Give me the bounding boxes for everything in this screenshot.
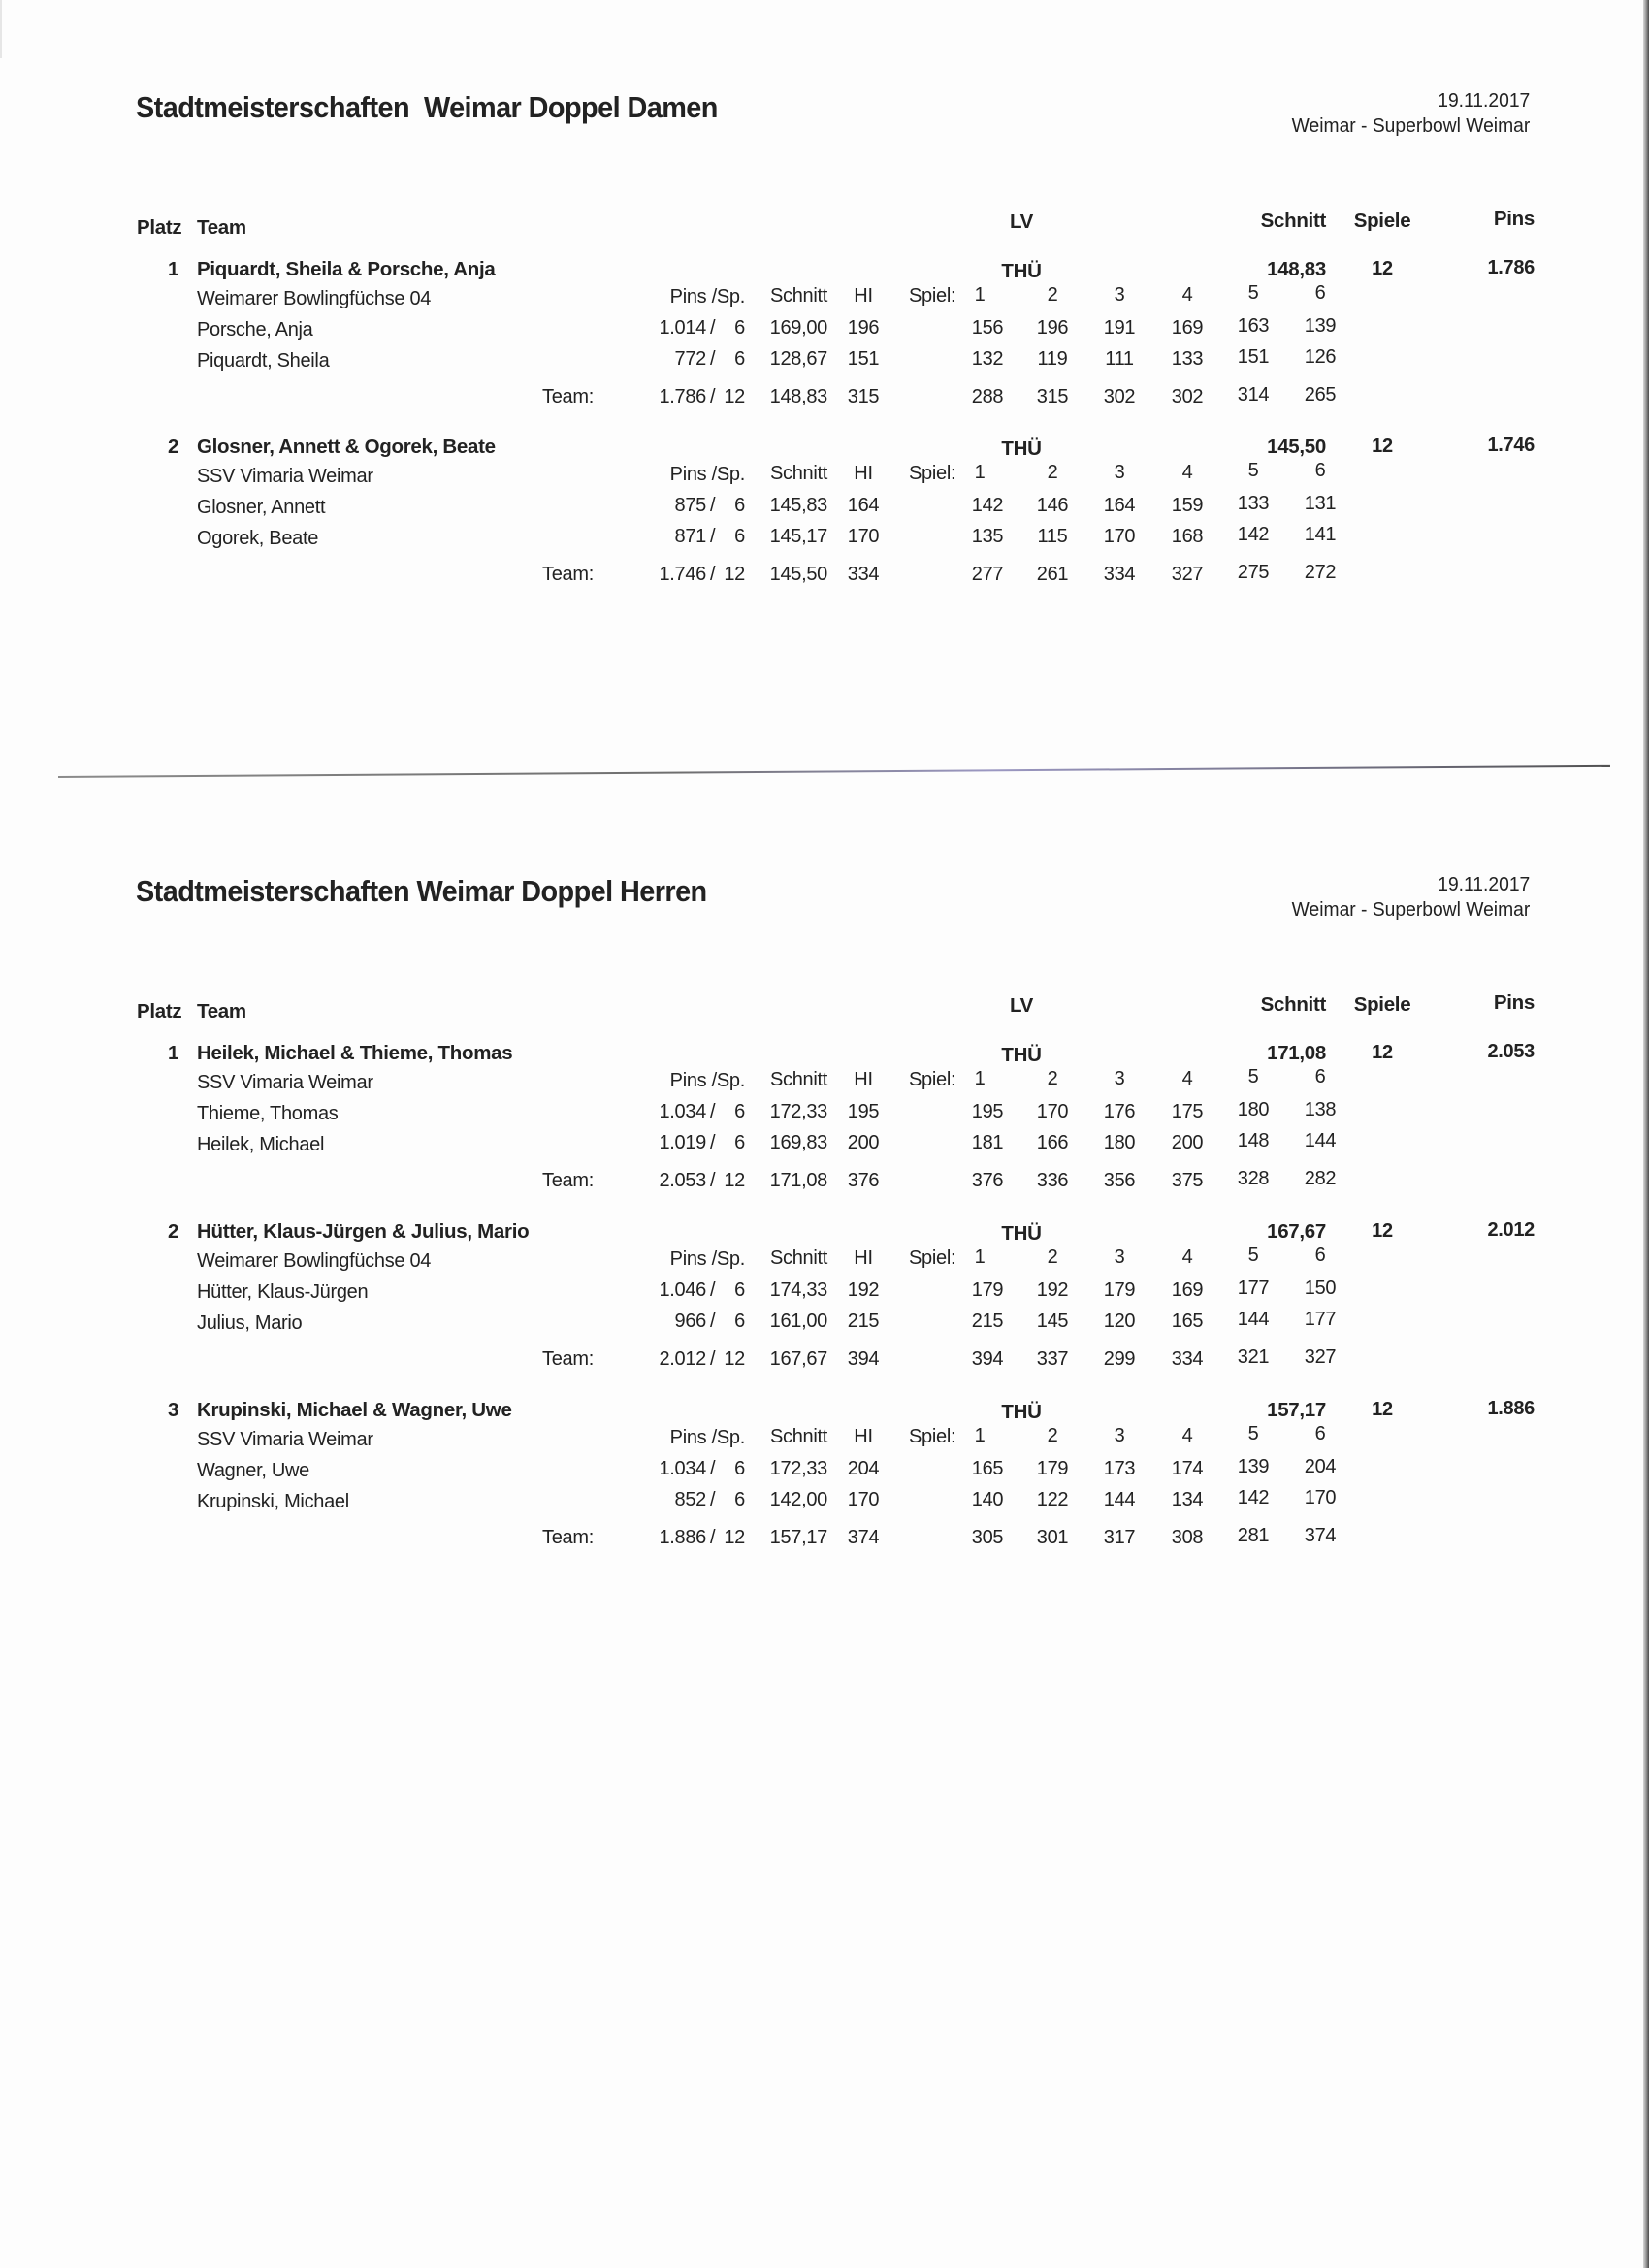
player-slash: / [710, 1489, 716, 1510]
team-name: Piquardt, Sheila & Porsche, Anja [197, 258, 496, 280]
player-game-score: 131 [1304, 493, 1337, 514]
player-pins: 871 [674, 526, 706, 547]
subheader-hi: HI [854, 1426, 873, 1447]
team-total-game-score: 334 [1103, 564, 1136, 585]
player-slash: / [710, 317, 716, 339]
subheader-game-2: 2 [1047, 1425, 1058, 1446]
player-games-count: 6 [734, 348, 745, 370]
subheader-pins-sp: Pins /Sp. [669, 286, 745, 308]
player-games-count: 6 [734, 1489, 745, 1510]
team-lv: THÜ [1001, 437, 1042, 460]
player-game-score: 142 [971, 495, 1004, 516]
subheader-game-5: 5 [1247, 1423, 1259, 1444]
subheader-game-4: 4 [1181, 462, 1193, 483]
team-total-hi: 334 [847, 564, 880, 585]
team-total-game-score: 336 [1036, 1170, 1069, 1191]
player-name: Julius, Mario [197, 1312, 303, 1334]
team-total-slash: / [710, 564, 716, 585]
column-header-team: Team [197, 1000, 246, 1022]
subheader-schnitt: Schnitt [769, 1247, 827, 1269]
player-pins: 966 [674, 1311, 706, 1332]
report-title: Stadtmeisterschaften Weimar Doppel Damen [136, 90, 718, 124]
column-header-lv: LV [1009, 211, 1034, 233]
player-slash: / [710, 526, 716, 547]
player-game-score: 148 [1237, 1130, 1270, 1151]
player-schnitt: 169,83 [769, 1132, 827, 1153]
team-total-game-score: 305 [971, 1527, 1004, 1548]
team-total-game-score: 302 [1103, 386, 1136, 407]
team-rank: 1 [168, 1042, 179, 1064]
team-total-game-score: 317 [1103, 1527, 1136, 1548]
subheader-game-3: 3 [1114, 284, 1125, 306]
subheader-game-4: 4 [1181, 1425, 1193, 1446]
subheader-game-6: 6 [1314, 282, 1326, 304]
team-lv: THÜ [1001, 1401, 1042, 1423]
subheader-hi: HI [854, 1069, 873, 1090]
team-pins: 1.886 [1487, 1398, 1535, 1419]
player-game-score: 191 [1103, 317, 1136, 339]
player-game-score: 195 [971, 1101, 1004, 1122]
column-header-pins: Pins [1493, 991, 1535, 1014]
player-game-score: 144 [1103, 1489, 1136, 1510]
player-game-score: 133 [1237, 493, 1270, 514]
player-name: Wagner, Uwe [197, 1460, 310, 1481]
player-schnitt: 169,00 [769, 317, 827, 339]
team-total-game-score: 327 [1304, 1346, 1337, 1368]
team-total-game-score: 277 [971, 564, 1004, 585]
player-game-score: 179 [1103, 1280, 1136, 1301]
team-spiele: 12 [1372, 1042, 1393, 1063]
team-total-game-score: 302 [1171, 386, 1204, 407]
subheader-spiel: Spiel: [909, 1247, 956, 1269]
player-schnitt: 174,33 [769, 1280, 827, 1301]
subheader-game-2: 2 [1047, 284, 1058, 306]
player-game-score: 138 [1304, 1099, 1337, 1120]
player-game-score: 142 [1237, 524, 1270, 545]
subheader-game-6: 6 [1314, 1423, 1326, 1444]
player-pins: 1.046 [659, 1280, 706, 1301]
subheader-game-1: 1 [974, 462, 986, 483]
team-total-pins: 2.012 [659, 1348, 706, 1370]
team-rank: 1 [168, 258, 179, 280]
subheader-schnitt: Schnitt [769, 1426, 827, 1447]
subheader-hi: HI [854, 463, 873, 484]
player-hi: 196 [847, 317, 880, 339]
column-header-schnitt: Schnitt [1260, 210, 1326, 232]
subheader-game-5: 5 [1247, 1245, 1259, 1266]
team-total-slash: / [710, 1170, 716, 1191]
team-total-label: Team: [542, 564, 594, 585]
team-rank: 3 [168, 1399, 179, 1421]
team-total-game-score: 314 [1237, 384, 1270, 405]
team-schnitt: 148,83 [1267, 258, 1326, 280]
team-total-hi: 376 [847, 1170, 880, 1191]
player-game-score: 139 [1237, 1456, 1270, 1477]
subheader-game-1: 1 [974, 1068, 986, 1089]
team-club: SSV Vimaria Weimar [197, 1429, 373, 1450]
team-total-label: Team: [542, 1170, 594, 1191]
team-total-game-score: 394 [971, 1348, 1004, 1370]
player-games-count: 6 [734, 495, 745, 516]
team-name: Heilek, Michael & Thieme, Thomas [197, 1042, 513, 1064]
player-game-score: 142 [1237, 1487, 1270, 1508]
player-pins: 772 [674, 348, 706, 370]
subheader-game-2: 2 [1047, 1068, 1058, 1089]
subheader-schnitt: Schnitt [769, 463, 827, 484]
player-games-count: 6 [734, 1101, 745, 1122]
player-game-score: 170 [1036, 1101, 1069, 1122]
results-section-damen [0, 0, 1649, 776]
player-hi: 192 [847, 1280, 880, 1301]
team-spiele: 12 [1372, 436, 1393, 457]
team-total-pins: 1.886 [659, 1527, 706, 1548]
column-header-spiele: Spiele [1353, 993, 1411, 1016]
player-game-score: 173 [1103, 1458, 1136, 1479]
team-total-label: Team: [542, 386, 594, 407]
player-game-score: 169 [1171, 317, 1204, 339]
player-game-score: 122 [1036, 1489, 1069, 1510]
player-game-score: 175 [1171, 1101, 1204, 1122]
team-total-slash: / [710, 1348, 716, 1370]
player-game-score: 196 [1036, 317, 1069, 339]
player-game-score: 141 [1304, 524, 1337, 545]
subheader-game-6: 6 [1314, 1066, 1326, 1087]
subheader-game-5: 5 [1247, 460, 1259, 481]
team-name: Hütter, Klaus-Jürgen & Julius, Mario [197, 1220, 530, 1243]
player-schnitt: 161,00 [769, 1311, 827, 1332]
player-name: Krupinski, Michael [197, 1491, 349, 1512]
player-game-score: 119 [1037, 348, 1068, 370]
team-total-game-score: 265 [1304, 384, 1337, 405]
subheader-hi: HI [854, 1247, 873, 1269]
team-total-game-score: 321 [1237, 1346, 1270, 1368]
team-rank: 2 [168, 436, 179, 458]
subheader-hi: HI [854, 285, 873, 307]
subheader-pins-sp: Pins /Sp. [669, 1248, 745, 1270]
player-schnitt: 128,67 [769, 348, 827, 370]
player-game-score: 177 [1304, 1309, 1337, 1330]
player-hi: 170 [847, 526, 880, 547]
player-game-score: 135 [971, 526, 1004, 547]
team-total-game-score: 275 [1237, 562, 1270, 583]
player-pins: 1.034 [659, 1458, 706, 1479]
team-total-game-score: 376 [971, 1170, 1004, 1191]
subheader-game-2: 2 [1047, 462, 1058, 483]
player-game-score: 180 [1237, 1099, 1270, 1120]
column-header-team: Team [197, 216, 246, 239]
team-pins: 1.786 [1487, 257, 1535, 278]
team-pins: 2.012 [1487, 1219, 1535, 1241]
team-total-slash: / [710, 1527, 716, 1548]
player-games-count: 6 [734, 1280, 745, 1301]
team-rank: 2 [168, 1220, 179, 1243]
subheader-game-1: 1 [974, 1425, 986, 1446]
player-game-score: 170 [1304, 1487, 1337, 1508]
subheader-spiel: Spiel: [909, 463, 956, 484]
player-game-score: 177 [1237, 1278, 1270, 1299]
team-total-hi: 394 [847, 1348, 880, 1370]
subheader-pins-sp: Pins /Sp. [669, 1070, 745, 1091]
player-slash: / [710, 1280, 716, 1301]
report-meta [1291, 88, 1530, 139]
player-schnitt: 142,00 [769, 1489, 827, 1510]
player-hi: 215 [847, 1311, 880, 1332]
player-name: Ogorek, Beate [197, 528, 319, 549]
team-total-pins: 2.053 [659, 1170, 706, 1191]
player-hi: 170 [847, 1489, 880, 1510]
player-pins: 1.034 [659, 1101, 706, 1122]
subheader-game-2: 2 [1047, 1247, 1058, 1268]
subheader-game-1: 1 [974, 284, 986, 306]
team-schnitt: 145,50 [1267, 436, 1326, 458]
player-game-score: 140 [971, 1489, 1004, 1510]
team-pins: 2.053 [1487, 1041, 1535, 1062]
team-spiele: 12 [1372, 1399, 1393, 1420]
player-game-score: 145 [1036, 1311, 1069, 1332]
report-title: Stadtmeisterschaften Weimar Doppel Herren [136, 874, 707, 908]
player-game-score: 174 [1171, 1458, 1204, 1479]
player-pins: 1.014 [659, 317, 706, 339]
player-name: Thieme, Thomas [197, 1103, 339, 1124]
team-total-games-count: 12 [724, 1348, 745, 1370]
subheader-game-4: 4 [1181, 1247, 1193, 1268]
player-game-score: 132 [971, 348, 1004, 370]
player-game-score: 151 [1237, 346, 1270, 368]
column-header-platz: Platz [137, 1000, 182, 1022]
player-game-score: 192 [1036, 1280, 1069, 1301]
player-game-score: 144 [1304, 1130, 1337, 1151]
team-total-game-score: 282 [1304, 1168, 1337, 1189]
team-club: Weimarer Bowlingfüchse 04 [197, 1250, 432, 1272]
player-game-score: 150 [1304, 1278, 1337, 1299]
team-total-game-score: 261 [1036, 564, 1069, 585]
subheader-game-3: 3 [1114, 462, 1125, 483]
team-total-game-score: 281 [1237, 1525, 1270, 1546]
player-hi: 204 [847, 1458, 880, 1479]
player-game-score: 179 [971, 1280, 1004, 1301]
player-pins: 852 [674, 1489, 706, 1510]
report-venue: Weimar - Superbowl Weimar [1291, 898, 1530, 921]
team-total-pins: 1.746 [659, 564, 706, 585]
team-club: SSV Vimaria Weimar [197, 466, 373, 487]
player-schnitt: 145,17 [769, 526, 827, 547]
team-total-games-count: 12 [724, 1170, 745, 1191]
report-date: 19.11.2017 [1437, 873, 1530, 895]
player-game-score: 164 [1103, 495, 1136, 516]
team-total-game-score: 315 [1036, 386, 1069, 407]
player-games-count: 6 [734, 1132, 745, 1153]
team-total-game-score: 375 [1171, 1170, 1204, 1191]
player-slash: / [710, 1132, 716, 1153]
player-game-score: 165 [971, 1458, 1004, 1479]
column-header-platz: Platz [137, 216, 182, 239]
subheader-game-4: 4 [1181, 1068, 1193, 1089]
subheader-game-3: 3 [1114, 1425, 1125, 1446]
player-slash: / [710, 348, 716, 370]
team-total-game-score: 301 [1036, 1527, 1069, 1548]
player-slash: / [710, 495, 716, 516]
player-hi: 195 [847, 1101, 880, 1122]
subheader-game-4: 4 [1181, 284, 1193, 306]
team-total-hi: 374 [847, 1527, 880, 1548]
player-schnitt: 145,83 [769, 495, 827, 516]
player-game-score: 179 [1036, 1458, 1069, 1479]
subheader-game-6: 6 [1314, 460, 1326, 481]
player-game-score: 144 [1237, 1309, 1270, 1330]
player-game-score: 181 [971, 1132, 1004, 1153]
team-total-game-score: 299 [1103, 1348, 1136, 1370]
team-total-game-score: 288 [971, 386, 1004, 407]
team-schnitt: 167,67 [1267, 1220, 1326, 1243]
team-club: SSV Vimaria Weimar [197, 1072, 373, 1093]
player-game-score: 166 [1036, 1132, 1069, 1153]
column-header-spiele: Spiele [1353, 210, 1411, 232]
team-club: Weimarer Bowlingfüchse 04 [197, 288, 432, 309]
team-total-schnitt: 171,08 [769, 1170, 827, 1191]
player-name: Piquardt, Sheila [197, 350, 330, 372]
player-game-score: 120 [1103, 1311, 1136, 1332]
team-spiele: 12 [1372, 258, 1393, 279]
column-header-schnitt: Schnitt [1260, 993, 1326, 1016]
team-total-schnitt: 148,83 [769, 386, 827, 407]
player-slash: / [710, 1101, 716, 1122]
player-hi: 164 [847, 495, 880, 516]
player-pins: 875 [674, 495, 706, 516]
player-name: Heilek, Michael [197, 1134, 325, 1155]
player-game-score: 126 [1304, 346, 1337, 368]
team-name: Krupinski, Michael & Wagner, Uwe [197, 1399, 512, 1421]
team-schnitt: 171,08 [1267, 1042, 1326, 1064]
player-game-score: 134 [1171, 1489, 1204, 1510]
player-name: Porsche, Anja [197, 319, 313, 340]
player-name: Hütter, Klaus-Jürgen [197, 1281, 369, 1303]
results-section-herren [0, 784, 1649, 1560]
team-name: Glosner, Annett & Ogorek, Beate [197, 436, 496, 458]
player-game-score: 159 [1171, 495, 1204, 516]
subheader-game-6: 6 [1314, 1245, 1326, 1266]
player-games-count: 6 [734, 1311, 745, 1332]
team-total-schnitt: 145,50 [769, 564, 827, 585]
subheader-game-5: 5 [1247, 282, 1259, 304]
report-meta [1291, 872, 1530, 923]
player-game-score: 215 [971, 1311, 1004, 1332]
player-game-score: 169 [1171, 1280, 1204, 1301]
player-game-score: 133 [1171, 348, 1204, 370]
team-total-game-score: 334 [1171, 1348, 1204, 1370]
player-game-score: 165 [1171, 1311, 1204, 1332]
column-header-pins: Pins [1493, 208, 1535, 230]
player-pins: 1.019 [659, 1132, 706, 1153]
subheader-game-1: 1 [974, 1247, 986, 1268]
subheader-schnitt: Schnitt [769, 285, 827, 307]
player-name: Glosner, Annett [197, 497, 326, 518]
subheader-pins-sp: Pins /Sp. [669, 464, 745, 485]
team-pins: 1.746 [1487, 435, 1535, 456]
player-game-score: 163 [1237, 315, 1270, 337]
player-hi: 151 [847, 348, 880, 370]
player-games-count: 6 [734, 317, 745, 339]
team-total-hi: 315 [847, 386, 880, 407]
team-total-schnitt: 157,17 [769, 1527, 827, 1548]
team-total-games-count: 12 [724, 386, 745, 407]
player-game-score: 139 [1304, 315, 1337, 337]
team-lv: THÜ [1001, 1222, 1042, 1245]
player-slash: / [710, 1311, 716, 1332]
player-game-score: 146 [1036, 495, 1069, 516]
player-game-score: 176 [1103, 1101, 1136, 1122]
report-date: 19.11.2017 [1437, 89, 1530, 112]
team-lv: THÜ [1001, 260, 1042, 282]
team-schnitt: 157,17 [1267, 1399, 1326, 1421]
subheader-game-5: 5 [1247, 1066, 1259, 1087]
team-total-game-score: 356 [1103, 1170, 1136, 1191]
team-total-game-score: 328 [1237, 1168, 1270, 1189]
team-total-label: Team: [542, 1348, 594, 1370]
subheader-spiel: Spiel: [909, 1069, 956, 1090]
team-total-schnitt: 167,67 [769, 1348, 827, 1370]
player-games-count: 6 [734, 526, 745, 547]
subheader-game-3: 3 [1114, 1068, 1125, 1089]
team-total-game-score: 327 [1171, 564, 1204, 585]
report-venue: Weimar - Superbowl Weimar [1291, 114, 1530, 137]
player-game-score: 115 [1037, 526, 1068, 547]
subheader-game-3: 3 [1114, 1247, 1125, 1268]
subheader-schnitt: Schnitt [769, 1069, 827, 1090]
player-schnitt: 172,33 [769, 1458, 827, 1479]
team-total-games-count: 12 [724, 564, 745, 585]
subheader-spiel: Spiel: [909, 1426, 956, 1447]
player-game-score: 111 [1105, 348, 1134, 370]
column-header-lv: LV [1009, 994, 1034, 1017]
player-games-count: 6 [734, 1458, 745, 1479]
team-total-game-score: 272 [1304, 562, 1337, 583]
player-game-score: 204 [1304, 1456, 1337, 1477]
team-spiele: 12 [1372, 1220, 1393, 1242]
team-total-game-score: 374 [1304, 1525, 1337, 1546]
team-total-game-score: 308 [1171, 1527, 1204, 1548]
player-game-score: 156 [971, 317, 1004, 339]
player-game-score: 200 [1171, 1132, 1204, 1153]
team-total-games-count: 12 [724, 1527, 745, 1548]
team-lv: THÜ [1001, 1044, 1042, 1066]
player-slash: / [710, 1458, 716, 1479]
team-total-game-score: 337 [1036, 1348, 1069, 1370]
player-game-score: 180 [1103, 1132, 1136, 1153]
subheader-spiel: Spiel: [909, 285, 956, 307]
player-schnitt: 172,33 [769, 1101, 827, 1122]
team-total-pins: 1.786 [659, 386, 706, 407]
team-total-slash: / [710, 386, 716, 407]
player-game-score: 168 [1171, 526, 1204, 547]
player-hi: 200 [847, 1132, 880, 1153]
subheader-pins-sp: Pins /Sp. [669, 1427, 745, 1448]
player-game-score: 170 [1103, 526, 1136, 547]
team-total-label: Team: [542, 1527, 594, 1548]
